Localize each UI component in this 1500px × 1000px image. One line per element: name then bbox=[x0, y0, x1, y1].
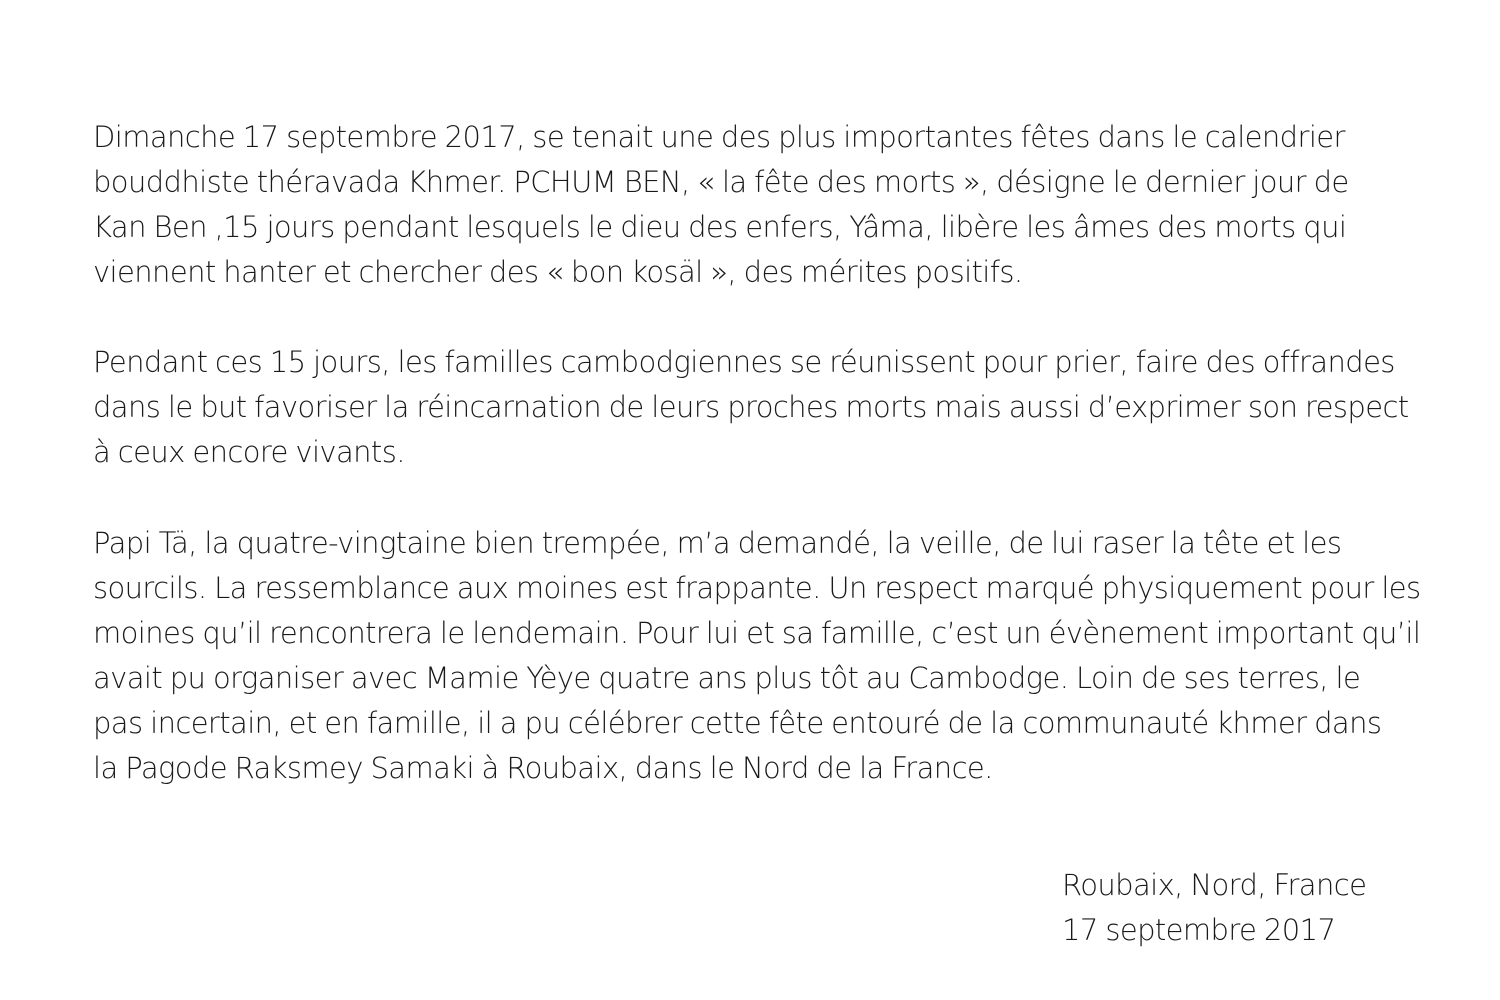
signature-block bbox=[1062, 863, 1366, 953]
paragraph-pchum-ben-intro bbox=[93, 115, 1423, 295]
paragraph-families bbox=[93, 340, 1423, 475]
text-line: sourcils. La ressemblance aux moines est frappante. Un respect marqué physiquement pour les bbox=[93, 571, 1421, 605]
text-line: viennent hanter et chercher des « bon kosäl », des mérites positifs. bbox=[93, 255, 1023, 289]
text-line: Kan Ben ,15 jours pendant lesquels le dieu des enfers, Yâma, libère les âmes des morts qui bbox=[93, 210, 1347, 244]
text-line: la Pagode Raksmey Samaki à Roubaix, dans le Nord de la France. bbox=[93, 751, 993, 785]
signature-place: Roubaix, Nord, France bbox=[1062, 868, 1367, 902]
text-line: bouddhiste théravada Khmer. PCHUM BEN, « la fête des morts », désigne le dernier jour de bbox=[93, 165, 1349, 199]
text-line: pas incertain, et en famille, il a pu célébrer cette fête entouré de la communauté khmer dans bbox=[93, 706, 1382, 740]
text-line: Dimanche 17 septembre 2017, se tenait une des plus importantes fêtes dans le calendrier bbox=[93, 120, 1345, 154]
text-line: avait pu organiser avec Mamie Yèye quatre ans plus tôt au Cambodge. Loin de ses terres, le bbox=[93, 661, 1361, 695]
signature-date: 17 septembre 2017 bbox=[1062, 913, 1336, 947]
text-line: dans le but favoriser la réincarnation de leurs proches morts mais aussi d’exprimer son respect bbox=[93, 390, 1409, 424]
text-line: à ceux encore vivants. bbox=[93, 435, 405, 469]
text-line: Papi Tä, la quatre-vingtaine bien trempée, m’a demandé, la veille, de lui raser la tête et les bbox=[93, 526, 1342, 560]
text-line: Pendant ces 15 jours, les familles cambodgiennes se réunissent pour prier, faire des offrandes bbox=[93, 345, 1395, 379]
text-line: moines qu’il rencontrera le lendemain. Pour lui et sa famille, c’est un évènement important qu’il bbox=[93, 616, 1421, 650]
paragraph-papi-ta bbox=[93, 521, 1423, 791]
